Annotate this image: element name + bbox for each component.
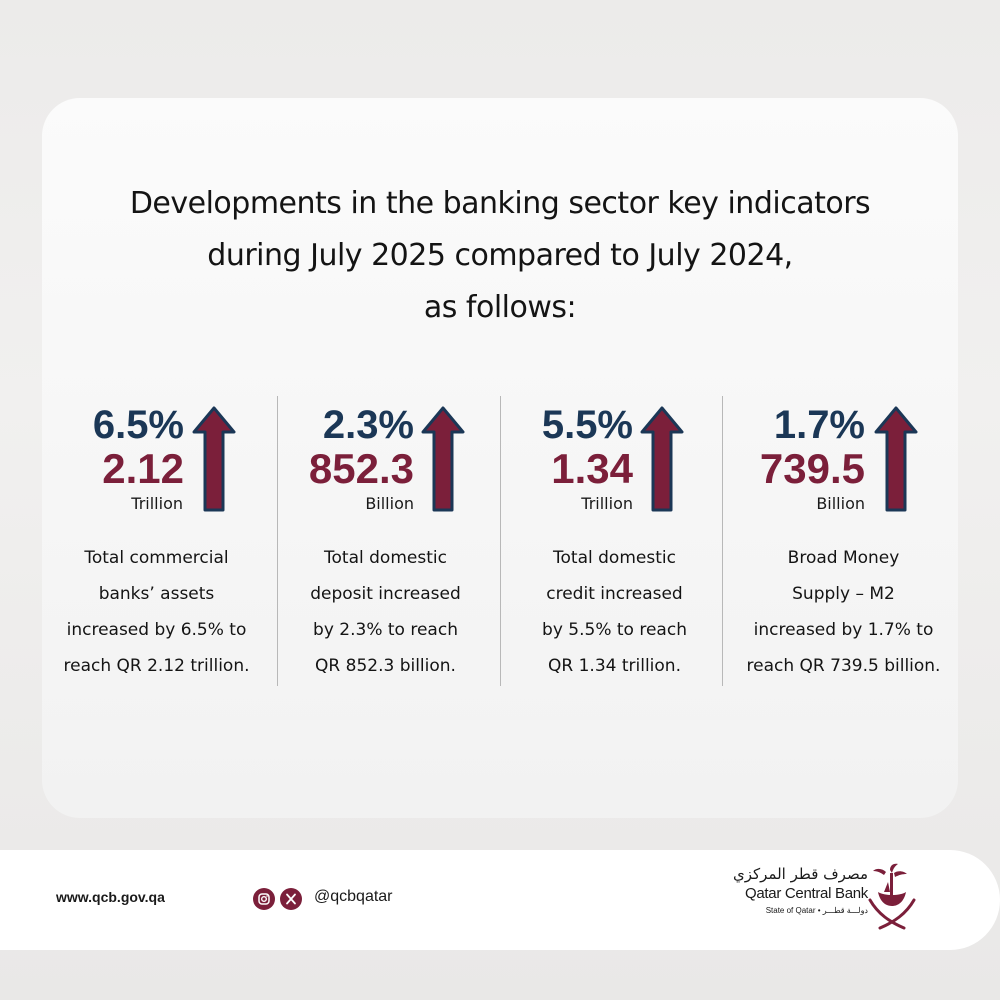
metric-unit: Trillion	[131, 494, 183, 513]
description-line: Supply – M2	[792, 584, 895, 604]
social-handle[interactable]: @qcbqatar	[314, 888, 393, 905]
headline	[42, 178, 958, 334]
description-line: Total domestic	[324, 548, 447, 568]
metrics-row	[42, 396, 958, 686]
description-line: reach QR 739.5 billion.	[746, 656, 941, 676]
headline-line-2: during July 2025 compared to July 2024,	[207, 238, 793, 273]
headline-line-3: as follows:	[423, 290, 577, 325]
metric-amount: 2.12	[102, 445, 184, 492]
metric-unit: Billion	[365, 494, 414, 513]
website-link[interactable]: www.qcb.gov.qa	[56, 889, 165, 905]
metric-description	[508, 540, 721, 684]
metric-unit: Billion	[816, 494, 865, 513]
headline-line-1: Developments in the banking sector key indicators	[129, 186, 871, 221]
description-line: QR 1.34 trillion.	[548, 656, 681, 676]
indicators-card	[42, 98, 958, 818]
description-line: deposit increased	[310, 584, 461, 604]
metric-description	[279, 540, 492, 684]
metric-broad-money-supply	[729, 396, 958, 686]
logo-subtitle: State of Qatar • دولـــة قطـــر	[765, 906, 868, 915]
metric-description	[50, 540, 263, 684]
column-divider	[722, 396, 723, 686]
description-line: QR 852.3 billion.	[315, 656, 456, 676]
metric-percentage: 5.5%	[541, 403, 633, 447]
metric-amount: 852.3	[308, 445, 414, 492]
metric-commercial-banks-assets	[42, 396, 271, 686]
description-line: by 2.3% to reach	[313, 620, 458, 640]
metric-unit: Trillion	[581, 494, 633, 513]
description-line: increased by 1.7% to	[753, 620, 934, 640]
metric-percentage: 2.3%	[322, 403, 414, 447]
description-line: banks’ assets	[98, 584, 215, 604]
description-line: Total commercial	[84, 548, 229, 568]
qcb-logo-text	[728, 864, 868, 918]
metric-figure	[271, 402, 500, 512]
description-line: by 5.5% to reach	[542, 620, 687, 640]
arrow-up-icon	[874, 406, 918, 512]
metric-domestic-credit	[500, 396, 729, 686]
metric-percentage: 1.7%	[773, 403, 865, 447]
metric-figure	[500, 402, 729, 512]
logo-english-name: Qatar Central Bank	[745, 885, 868, 902]
metric-amount: 1.34	[551, 445, 633, 492]
metric-figure	[42, 402, 271, 512]
x-icon[interactable]	[280, 888, 302, 910]
metric-description	[737, 540, 950, 684]
description-line: Broad Money	[787, 548, 900, 568]
metric-figure	[729, 402, 958, 512]
metric-amount: 739.5	[759, 445, 865, 492]
arrow-up-icon	[192, 406, 236, 512]
arrow-up-icon	[640, 406, 684, 512]
logo-arabic-name: مصرف قطر المركزي	[733, 865, 868, 883]
metric-domestic-deposit	[271, 396, 500, 686]
description-line: increased by 6.5% to	[66, 620, 247, 640]
metric-percentage: 6.5%	[92, 403, 184, 447]
description-line: Total domestic	[553, 548, 676, 568]
qcb-emblem-icon	[864, 862, 920, 934]
description-line: reach QR 2.12 trillion.	[63, 656, 250, 676]
description-line: credit increased	[546, 584, 683, 604]
instagram-icon[interactable]	[253, 888, 275, 910]
arrow-up-icon	[421, 406, 465, 512]
